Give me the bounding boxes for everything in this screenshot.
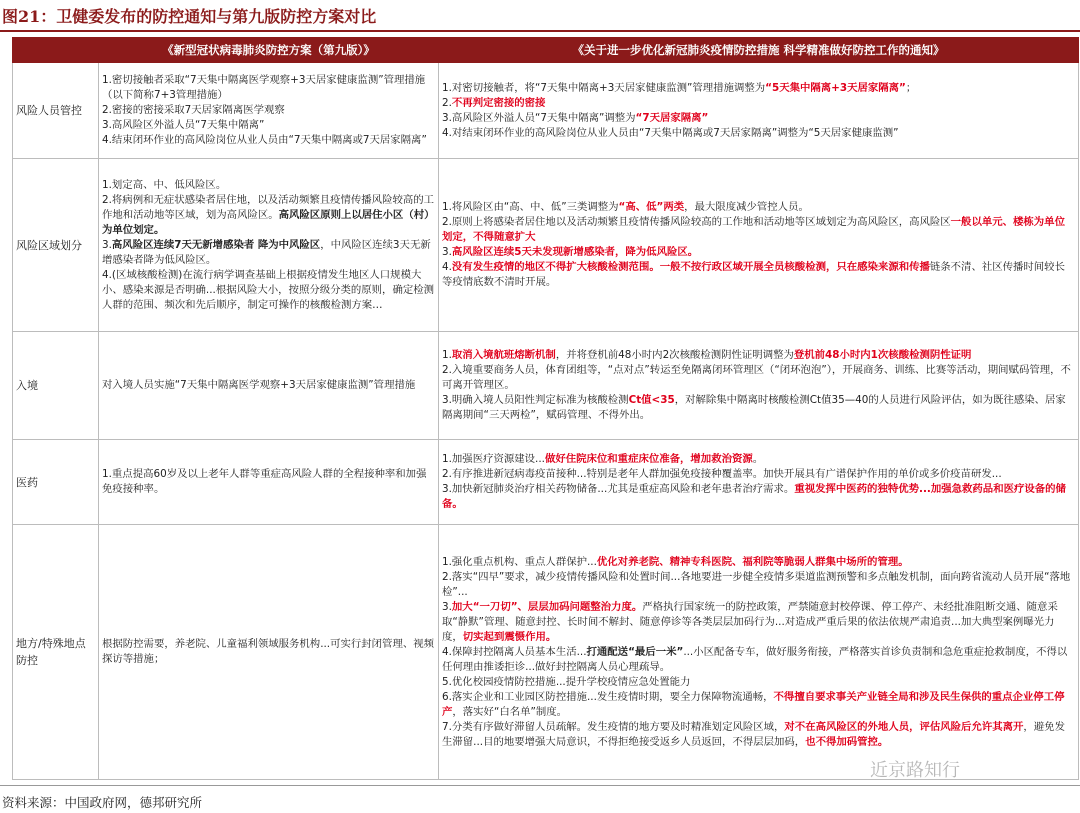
new-notice-cell — [439, 525, 1079, 780]
text-segment: 7.分类有序做好滞留人员疏解。发生疫情的地方要及时精准划定风险区域， — [442, 720, 785, 733]
highlight-text: Ct值<35 — [628, 394, 675, 406]
table-row — [13, 63, 1079, 159]
cell-line — [102, 193, 435, 238]
cell-line — [102, 378, 435, 393]
new-notice-cell — [439, 332, 1079, 440]
cell-line — [102, 268, 435, 313]
cell-line — [442, 675, 1075, 690]
ninth-edition-cell — [99, 440, 439, 525]
cell-line: 4.结束闭环作业的高风险岗位从业人员由“7天集中隔离或7天居家隔离” — [102, 134, 427, 146]
text-segment: 2.将病例和无症状感染者居住地，以及活动频繁且疫情传播风险较高的工作地和活动地等区域，划为高风险区。 — [102, 193, 435, 221]
page-title: 图21：卫健委发布的防控通知与第九版防控方案对比 — [2, 7, 377, 26]
text-segment: 1.加强医疗资源建设... — [442, 453, 545, 465]
highlight-text: 做好住院床位和重症床位准备，增加救治资源 — [544, 453, 753, 465]
new-notice-cell — [439, 63, 1079, 159]
cell-line — [442, 482, 1075, 512]
text-segment: ，避免发生滞留...目的地要增强大局意识，不得拒绝接受返乡人员返回，不得层层加码， — [442, 720, 1065, 748]
cell-line — [102, 467, 435, 497]
cell-line — [442, 600, 1075, 645]
text-segment: 2. — [442, 96, 452, 109]
text-segment: 2.入境重要商务人员，体育团组等，“点对点”转运至免隔离闭环管理区（“闭环泡泡”），开展商务、训练、比赛等活动，期间赋码管理，不可离开管理区。 — [442, 364, 1071, 391]
text-segment: 3. — [442, 246, 452, 258]
row-category: 医药 — [13, 440, 99, 525]
text-segment: 1. — [442, 349, 452, 361]
text-segment: ，并将登机前48小时内2次核酸检测阴性证明调整为 — [555, 349, 794, 361]
row-category: 地方/特殊地点防控 — [13, 525, 99, 780]
text-segment: 高风险区原则上以居住小区（村）为单位划定。 — [102, 208, 435, 236]
cell-line — [442, 260, 1075, 290]
text-segment: 3.加快新冠肺炎治疗相关药物储备...尤其是重症高风险和老年患者治疗需求。 — [442, 483, 795, 495]
ninth-edition-cell — [99, 63, 439, 159]
text-segment: 2.有序推进新冠病毒疫苗接种...特别是老年人群加强免疫接种覆盖率。加快开展具有广谱保护作用的单价或多价疫苗研发... — [442, 468, 1002, 480]
text-segment: 1.重点提高60岁及以上老年人群等重症高风险人群的全程接种率和加强免疫接种率。 — [102, 468, 427, 495]
text-segment: 严格执行国家统一的防控政策，严禁随意封校停课、停工停产、未经批准阻断交通、随意采取“静默”管理、随意封控、长时间不解封、随意停诊等各类层层加码行为...对造成严重后果的依法依规严肃追责...加大典型案例曝光力度， — [442, 600, 1058, 643]
ninth-edition-cell — [99, 332, 439, 440]
cell-line — [442, 467, 1075, 482]
text-segment: 3. — [442, 600, 452, 613]
cell-line — [442, 690, 1075, 720]
highlight-text: “5天集中隔离+3天居家隔离” — [765, 81, 906, 94]
text-segment: 4.(区域核酸检测)在流行病学调查基础上根据疫情发生地区人口规模大小、感染来源是否明确...根据风险大小，按照分级分类的原则，确定检测人群的范围、频次和先后顺序，制定可操作的核酸检测方案… — [102, 268, 435, 311]
highlight-text: 一般以单元、楼栋为单位划定，不得随意扩大 — [442, 216, 1065, 243]
cell-line — [442, 200, 1075, 215]
highlight-text: 也不得加码管控。 — [805, 735, 889, 748]
text-segment: 3.高风险区外溢人员“7天集中隔离”调整为 — [442, 111, 636, 124]
text-segment: 高风险区连续7天无新增感染者 降为中风险区 — [111, 238, 321, 251]
cell-line: 1.密切接触者采取“7天集中隔离医学观察+3天居家健康监测”管理措施（以下简称7+3管理措施） — [102, 74, 426, 101]
cell-line — [442, 555, 1075, 570]
highlight-text: 取消入境航班熔断机制 — [451, 349, 556, 361]
text-segment: 5.优化校园疫情防控措施...提升学校疫情应急处置能力 — [442, 675, 691, 688]
new-notice-cell — [439, 159, 1079, 332]
row-category: 风险区域划分 — [13, 159, 99, 332]
text-segment: 4. — [442, 261, 452, 273]
highlight-text: 登机前48小时内1次核酸检测阴性证明 — [793, 349, 972, 361]
highlight-text: 对不在高风险区的外地人员，评估风险后允许其离开 — [784, 720, 1024, 733]
header-category — [13, 38, 99, 63]
table-row — [13, 525, 1079, 780]
table-row — [13, 440, 1079, 525]
cell-line — [442, 720, 1075, 750]
text-segment: 6.落实企业和工业园区防控措施...发生疫情时期，要全力保障物流通畅， — [442, 690, 774, 703]
text-segment: ，落实好“白名单”制度。 — [452, 705, 568, 718]
cell-line — [442, 111, 1075, 126]
cell-line — [442, 452, 1075, 467]
text-segment: 2.原则上将感染者居住地以及活动频繁且疫情传播风险较高的工作地和活动地等区域划定为高风险区，高风险区 — [442, 216, 951, 228]
highlight-text: 加大“一刀切”、层层加码问题整治力度。 — [451, 600, 643, 613]
highlight-text: 没有发生疫情的地区不得扩大核酸检测范围。一般不按行政区域开展全员核酸检测，只在感染来源和传播 — [451, 261, 930, 273]
cell-line: 3.高风险区外溢人员“7天集中隔离” — [102, 119, 265, 131]
cell-line — [102, 178, 435, 193]
comparison-table — [12, 37, 1079, 780]
highlight-text: 切实起到震慑作用。 — [462, 630, 557, 643]
text-segment: ，最大限度减少管控人员。 — [684, 201, 809, 213]
table-row — [13, 332, 1079, 440]
cell-line — [442, 215, 1075, 245]
ninth-edition-cell — [99, 159, 439, 332]
highlight-text: 高风险区连续5天未发现新增感染者，降为低风险区。 — [451, 246, 699, 258]
text-segment: ； — [905, 81, 917, 94]
cell-line — [102, 637, 435, 667]
cell-line: 2.密接的密接采取7天居家隔离医学观察 — [102, 104, 285, 116]
cell-line — [442, 245, 1075, 260]
highlight-text: 不再判定密接的密接 — [451, 96, 546, 109]
title-bar — [0, 0, 1080, 32]
text-segment: 4.对结束闭环作业的高风险岗位从业人员由“7天集中隔离或7天居家隔离”调整为“5天居家健康监测” — [442, 126, 899, 139]
bottom-divider — [0, 785, 1080, 786]
table-row — [13, 159, 1079, 332]
text-segment: 3.明确入境人员阳性判定标准为核酸检测 — [442, 394, 629, 406]
header-ninth-edition: 《新型冠状病毒肺炎防控方案（第九版）》 — [99, 38, 439, 63]
cell-line — [442, 126, 1075, 141]
cell-line — [442, 645, 1075, 675]
text-segment: 3. — [102, 238, 112, 251]
cell-line — [442, 96, 1075, 111]
new-notice-cell — [439, 440, 1079, 525]
table-header-row — [13, 38, 1079, 63]
text-segment: 链条不清、社区传播时间较长等疫情底数不清时开展。 — [442, 261, 1065, 288]
header-new-notice: 《关于进一步优化新冠肺炎疫情防控措施 科学精准做好防控工作的通知》 — [439, 38, 1079, 63]
text-segment: 对入境人员实施“7天集中隔离医学观察+3天居家健康监测”管理措施 — [102, 379, 416, 391]
text-segment: 打通配送“最后一米” — [586, 645, 684, 658]
highlight-text: “高、低”两类 — [618, 201, 685, 213]
highlight-text: 不得擅自要求事关产业链全局和涉及民生保供的重点企业停工停产 — [442, 690, 1065, 718]
cell-line — [442, 348, 1075, 363]
cell-line — [442, 393, 1075, 423]
row-category: 入境 — [13, 332, 99, 440]
row-category: 风险人员管控 — [13, 63, 99, 159]
text-segment: 1.将风险区由“高、中、低”三类调整为 — [442, 201, 619, 213]
text-segment: 1.对密切接触者，将“7天集中隔离+3天居家健康监测”管理措施调整为 — [442, 81, 766, 94]
cell-line — [102, 238, 435, 268]
text-segment: 1.强化重点机构、重点人群保护... — [442, 555, 597, 568]
cell-line — [442, 81, 1075, 96]
text-segment: ，中风险区连续3天无新增感染者降为低风险区。 — [102, 238, 431, 266]
watermark: 近京路知行 — [870, 760, 960, 781]
highlight-text: “7天居家隔离” — [635, 111, 709, 124]
source-note: 资料来源：中国政府网，德邦研究所 — [2, 795, 203, 810]
text-segment: ...小区配备专车，做好服务衔接，严格落实首诊负责制和急危重症抢救制度，不得以任何理由推诿拒诊...做好封控隔离人员心理疏导。 — [442, 645, 1068, 673]
text-segment: ，对解除集中隔离时核酸检测Ct值35—40的人员进行风险评估，如为既往感染、居家隔离期间“三天两检”，赋码管理、不得外出。 — [442, 394, 1066, 421]
cell-line — [442, 570, 1075, 600]
highlight-text: 重视发挥中医药的独特优势...加强急救药品和医疗设备的储备。 — [442, 483, 1066, 510]
table-body — [13, 63, 1079, 780]
highlight-text: 优化对养老院、精神专科医院、福利院等脆弱人群集中场所的管理。 — [596, 555, 909, 568]
text-segment: 2.落实“四早”要求，减少疫情传播风险和处置时间...各地要进一步健全疫情多渠道监测预警和多点触发机制，面向跨省流动人员开展“落地检”... — [442, 570, 1071, 598]
text-segment: 。 — [752, 453, 764, 465]
text-segment: 根据防控需要，养老院、儿童福利领域服务机构...可实行封闭管理、视频探访等措施； — [102, 638, 435, 665]
text-segment: 1.划定高、中、低风险区。 — [102, 178, 227, 191]
cell-line — [442, 363, 1075, 393]
ninth-edition-cell — [99, 525, 439, 780]
text-segment: 4.保障封控隔离人员基本生活... — [442, 645, 587, 658]
